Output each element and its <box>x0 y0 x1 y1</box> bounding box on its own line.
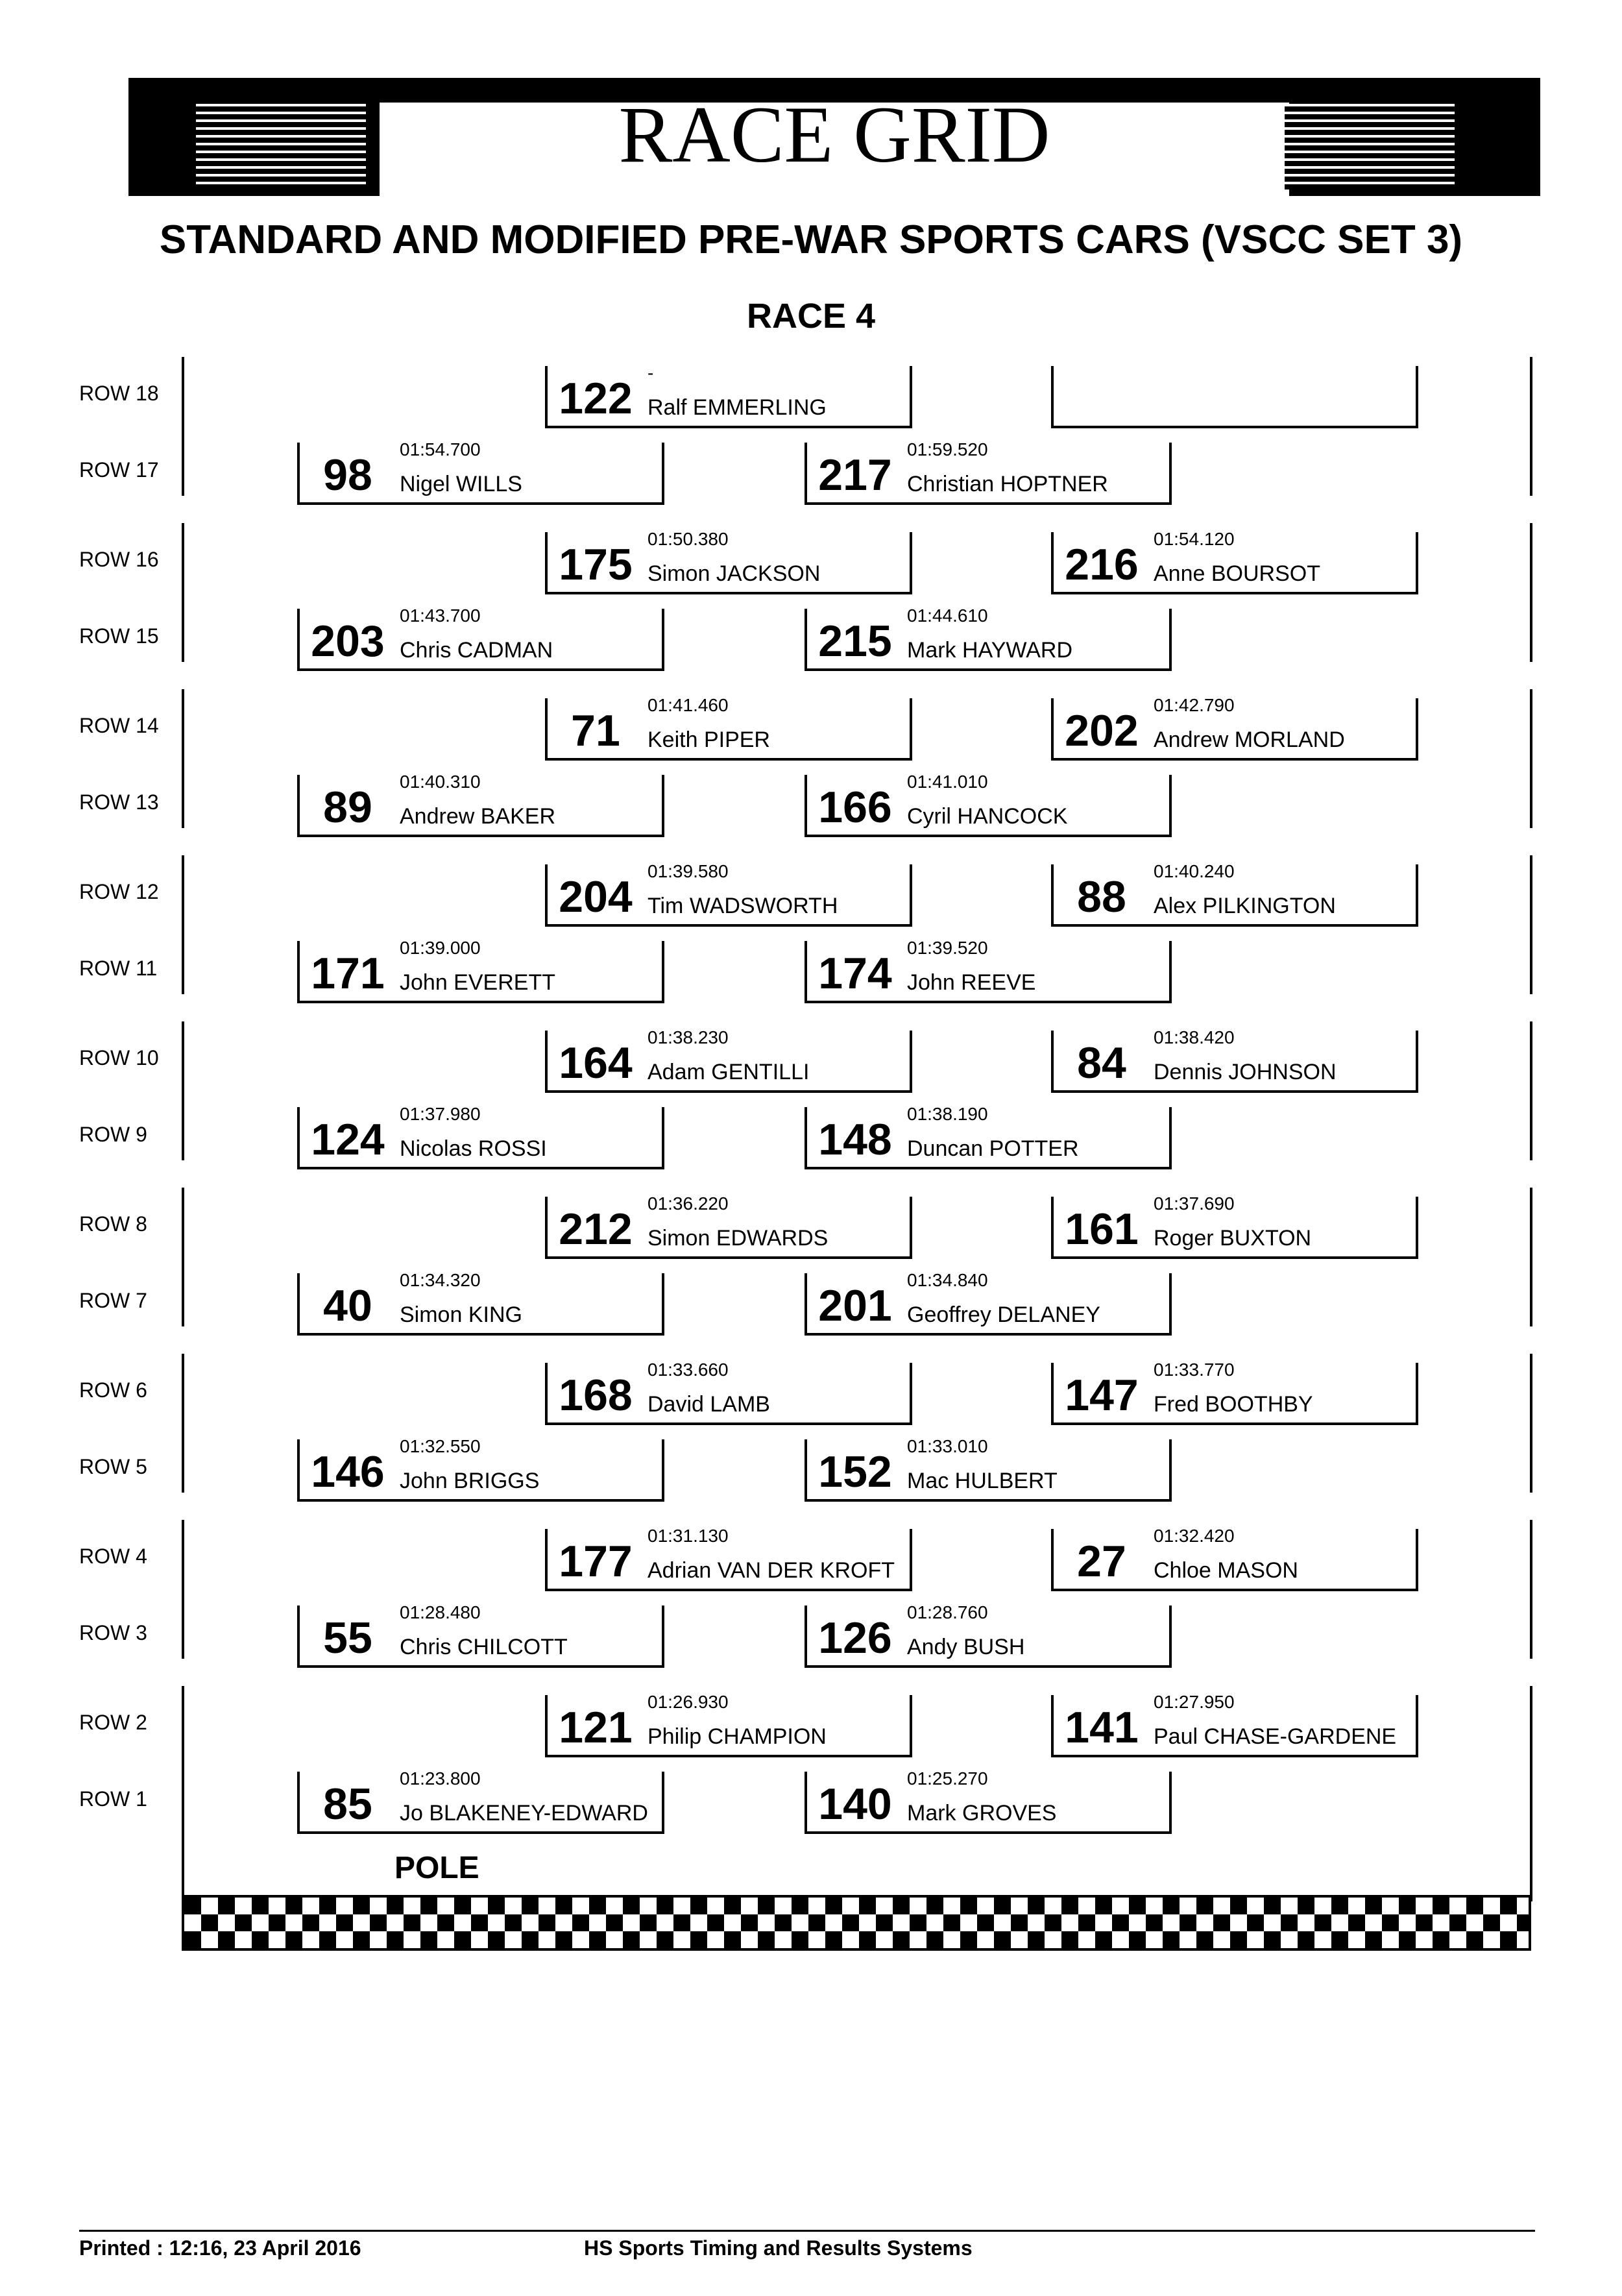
car-number: 168 <box>559 1371 633 1420</box>
car-number: 216 <box>1065 540 1139 589</box>
car-number: 175 <box>559 540 633 589</box>
qualifying-time: 01:39.580 <box>648 861 729 881</box>
grid-frame-left <box>182 689 184 828</box>
driver-name: Chris CADMAN <box>400 638 553 663</box>
driver-name: Mark HAYWARD <box>907 638 1072 663</box>
car-number: 140 <box>818 1779 892 1829</box>
row-label: ROW 9 <box>79 1123 147 1146</box>
driver-name: Nicolas ROSSI <box>400 1136 547 1161</box>
row-label: ROW 15 <box>79 624 159 648</box>
qualifying-time: 01:33.660 <box>648 1360 729 1380</box>
grid-slot <box>805 938 1172 1003</box>
driver-name: John EVERETT <box>400 970 555 995</box>
grid-frame-right <box>1530 1520 1532 1659</box>
qualifying-time: 01:39.000 <box>400 938 481 958</box>
driver-name: Alex PILKINGTON <box>1154 894 1336 918</box>
qualifying-time: 01:38.420 <box>1154 1027 1235 1047</box>
race-label: RACE 4 <box>746 297 876 336</box>
car-number: 141 <box>1065 1703 1139 1752</box>
row-label: ROW 18 <box>79 382 159 405</box>
grid-frame-left <box>182 1188 184 1326</box>
grid-frame-left <box>182 1021 184 1160</box>
car-number: 174 <box>818 949 892 998</box>
grid-slot <box>1051 695 1418 761</box>
grid-frame-right <box>1530 689 1532 828</box>
driver-name: Andrew BAKER <box>400 804 555 829</box>
qualifying-time: 01:43.700 <box>400 605 481 626</box>
qualifying-time: 01:23.800 <box>400 1768 481 1789</box>
driver-name: Duncan POTTER <box>907 1136 1079 1161</box>
qualifying-time: 01:38.230 <box>648 1027 729 1047</box>
qualifying-time: 01:40.310 <box>400 772 481 792</box>
car-number: 164 <box>559 1038 633 1088</box>
grid-slot <box>545 1360 912 1425</box>
grid-frame-right <box>1530 1686 1532 1901</box>
grid-slot <box>1051 1027 1418 1093</box>
page-title: RACE GRID <box>618 90 1050 179</box>
qualifying-time: 01:33.770 <box>1154 1360 1235 1380</box>
grid-slot <box>545 529 912 594</box>
car-number: 166 <box>818 783 892 832</box>
qualifying-time: 01:39.520 <box>907 938 988 958</box>
qualifying-time: 01:34.320 <box>400 1270 481 1290</box>
grid-slot <box>805 772 1172 837</box>
driver-name: Tim WADSWORTH <box>648 894 838 918</box>
grid-frame-right <box>1530 1021 1532 1160</box>
qualifying-time: 01:44.610 <box>907 605 988 626</box>
car-number: 202 <box>1065 706 1139 755</box>
row-label: ROW 11 <box>79 957 158 980</box>
grid-slot <box>805 1104 1172 1169</box>
car-number: 89 <box>323 783 372 832</box>
driver-name: John REEVE <box>907 970 1036 995</box>
driver-name: Adrian VAN DER KROFT <box>648 1558 895 1583</box>
row-label: ROW 8 <box>79 1212 147 1236</box>
grid-slot <box>1051 1360 1418 1425</box>
qualifying-time: 01:41.010 <box>907 772 988 792</box>
grid-slot <box>297 1602 664 1668</box>
grid-frame-left <box>182 523 184 662</box>
qualifying-time: 01:42.790 <box>1154 695 1235 715</box>
grid-slot <box>1051 529 1418 594</box>
grid-frame-right <box>1530 357 1532 496</box>
driver-name: Simon KING <box>400 1302 522 1327</box>
driver-name: Chris CHILCOTT <box>400 1635 568 1659</box>
grid-frame-right <box>1530 523 1532 662</box>
car-number: 212 <box>559 1204 633 1254</box>
driver-name: Andy BUSH <box>907 1635 1025 1659</box>
row-label: ROW 5 <box>79 1455 147 1478</box>
car-number: 171 <box>311 949 385 998</box>
driver-name: Simon EDWARDS <box>648 1226 829 1251</box>
grid-slot <box>805 439 1172 505</box>
qualifying-time: 01:40.240 <box>1154 861 1235 881</box>
car-number: 55 <box>323 1613 372 1663</box>
grid-frame-right <box>1530 1188 1532 1326</box>
grid-slot <box>545 1692 912 1757</box>
chequered-flag-icon <box>184 1898 1529 1948</box>
grid-slot <box>1051 1526 1418 1591</box>
grid-slot <box>1051 1692 1418 1757</box>
qualifying-time: 01:38.190 <box>907 1104 988 1124</box>
car-number: 203 <box>311 617 385 666</box>
grid-slot <box>297 1104 664 1169</box>
car-number: 122 <box>559 374 633 423</box>
car-number: 121 <box>559 1703 633 1752</box>
driver-name: Mark GROVES <box>907 1801 1057 1826</box>
driver-name: Keith PIPER <box>648 727 770 752</box>
grid-slot <box>297 1436 664 1502</box>
row-label: ROW 1 <box>79 1787 147 1811</box>
row-label: ROW 4 <box>79 1545 147 1568</box>
grid-frame-left <box>182 1354 184 1493</box>
car-number: 98 <box>323 450 372 500</box>
grid-slot <box>805 1768 1172 1834</box>
row-label: ROW 7 <box>79 1289 147 1312</box>
grid-frame-left <box>182 1520 184 1659</box>
car-number: 27 <box>1077 1537 1126 1586</box>
grid-slot <box>297 772 664 837</box>
driver-name: Geoffrey DELANEY <box>907 1302 1100 1327</box>
grid-slot <box>545 861 912 927</box>
car-number: 88 <box>1077 872 1126 922</box>
grid-slot <box>297 1768 664 1834</box>
grid-slot <box>297 439 664 505</box>
grid-frame-left <box>182 1686 184 1901</box>
qualifying-time: 01:34.840 <box>907 1270 988 1290</box>
grid-frame-right <box>1530 855 1532 994</box>
timing-company: HS Sports Timing and Results Systems <box>584 2236 973 2260</box>
driver-name: Jo BLAKENEY-EDWARD <box>400 1801 648 1826</box>
qualifying-time: 01:41.460 <box>648 695 729 715</box>
car-number: 148 <box>818 1115 892 1164</box>
qualifying-time: 01:54.700 <box>400 439 481 459</box>
car-number: 146 <box>311 1447 385 1496</box>
grid-slot <box>805 1270 1172 1336</box>
car-number: 177 <box>559 1537 633 1586</box>
grid-frame-left <box>182 855 184 994</box>
driver-name: Paul CHASE-GARDENE <box>1154 1724 1397 1749</box>
grid-slot <box>805 605 1172 671</box>
grid-slot <box>1051 861 1418 927</box>
grid-slot <box>297 605 664 671</box>
qualifying-time: 01:32.420 <box>1154 1526 1235 1546</box>
driver-name: Chloe MASON <box>1154 1558 1298 1583</box>
grid-slot <box>805 1436 1172 1502</box>
driver-name: David LAMB <box>648 1392 770 1417</box>
qualifying-time: 01:32.550 <box>400 1436 481 1456</box>
title-banner <box>128 78 1540 196</box>
driver-name: John BRIGGS <box>400 1469 540 1493</box>
grid-slot <box>1051 366 1418 428</box>
qualifying-time: 01:59.520 <box>907 439 988 459</box>
driver-name: Dennis JOHNSON <box>1154 1060 1337 1084</box>
car-number: 84 <box>1077 1038 1126 1088</box>
car-number: 217 <box>818 450 892 500</box>
grid-slot <box>545 1526 912 1591</box>
grid-slot <box>545 363 912 428</box>
grid-slot <box>297 938 664 1003</box>
driver-name: Anne BOURSOT <box>1154 561 1320 586</box>
car-number: 204 <box>559 872 633 922</box>
qualifying-time: 01:31.130 <box>648 1526 729 1546</box>
qualifying-time: 01:28.760 <box>907 1602 988 1622</box>
row-label: ROW 14 <box>79 714 159 737</box>
row-label: ROW 6 <box>79 1378 147 1402</box>
car-number: 161 <box>1065 1204 1139 1254</box>
car-number: 85 <box>323 1779 372 1829</box>
driver-name: Mac HULBERT <box>907 1469 1058 1493</box>
printed-timestamp: Printed : 12:16, 23 April 2016 <box>79 2236 361 2260</box>
car-number: 152 <box>818 1447 892 1496</box>
car-number: 124 <box>311 1115 385 1164</box>
grid-slot <box>545 1027 912 1093</box>
qualifying-time: 01:36.220 <box>648 1193 729 1214</box>
row-label: ROW 17 <box>79 458 159 482</box>
row-label: ROW 13 <box>79 790 159 814</box>
qualifying-time: - <box>648 363 654 383</box>
row-label: ROW 3 <box>79 1621 147 1644</box>
qualifying-time: 01:37.690 <box>1154 1193 1235 1214</box>
qualifying-time: 01:33.010 <box>907 1436 988 1456</box>
driver-name: Christian HOPTNER <box>907 472 1108 496</box>
driver-name: Adam GENTILLI <box>648 1060 810 1084</box>
car-number: 40 <box>323 1281 372 1330</box>
driver-name: Simon JACKSON <box>648 561 821 586</box>
qualifying-time: 01:28.480 <box>400 1602 481 1622</box>
pole-label: POLE <box>394 1851 479 1885</box>
car-number: 71 <box>571 706 620 755</box>
qualifying-time: 01:50.380 <box>648 529 729 549</box>
driver-name: Roger BUXTON <box>1154 1226 1312 1251</box>
car-number: 126 <box>818 1613 892 1663</box>
grid-slot <box>545 695 912 761</box>
grid-frame-left <box>182 357 184 496</box>
qualifying-time: 01:26.930 <box>648 1692 729 1712</box>
car-number: 215 <box>818 617 892 666</box>
row-label: ROW 16 <box>79 548 159 571</box>
row-label: ROW 12 <box>79 880 159 903</box>
driver-name: Ralf EMMERLING <box>648 395 827 420</box>
driver-name: Cyril HANCOCK <box>907 804 1068 829</box>
grid-slot <box>545 1193 912 1259</box>
event-subtitle: STANDARD AND MODIFIED PRE-WAR SPORTS CARS (VSCC SET 3) <box>159 217 1463 262</box>
row-label: ROW 10 <box>79 1046 159 1069</box>
qualifying-time: 01:37.980 <box>400 1104 481 1124</box>
qualifying-time: 01:25.270 <box>907 1768 988 1789</box>
driver-name: Nigel WILLS <box>400 472 522 496</box>
driver-name: Philip CHAMPION <box>648 1724 827 1749</box>
driver-name: Fred BOOTHBY <box>1154 1392 1313 1417</box>
grid-slot <box>297 1270 664 1336</box>
car-number: 147 <box>1065 1371 1139 1420</box>
driver-name: Andrew MORLAND <box>1154 727 1345 752</box>
grid-frame-right <box>1530 1354 1532 1493</box>
grid-slot <box>805 1602 1172 1668</box>
qualifying-time: 01:27.950 <box>1154 1692 1235 1712</box>
footer-divider <box>79 2230 1535 2232</box>
row-label: ROW 2 <box>79 1711 147 1734</box>
car-number: 201 <box>818 1281 892 1330</box>
grid-slot <box>1051 1193 1418 1259</box>
chequered-flag-strip <box>182 1895 1531 1951</box>
qualifying-time: 01:54.120 <box>1154 529 1235 549</box>
